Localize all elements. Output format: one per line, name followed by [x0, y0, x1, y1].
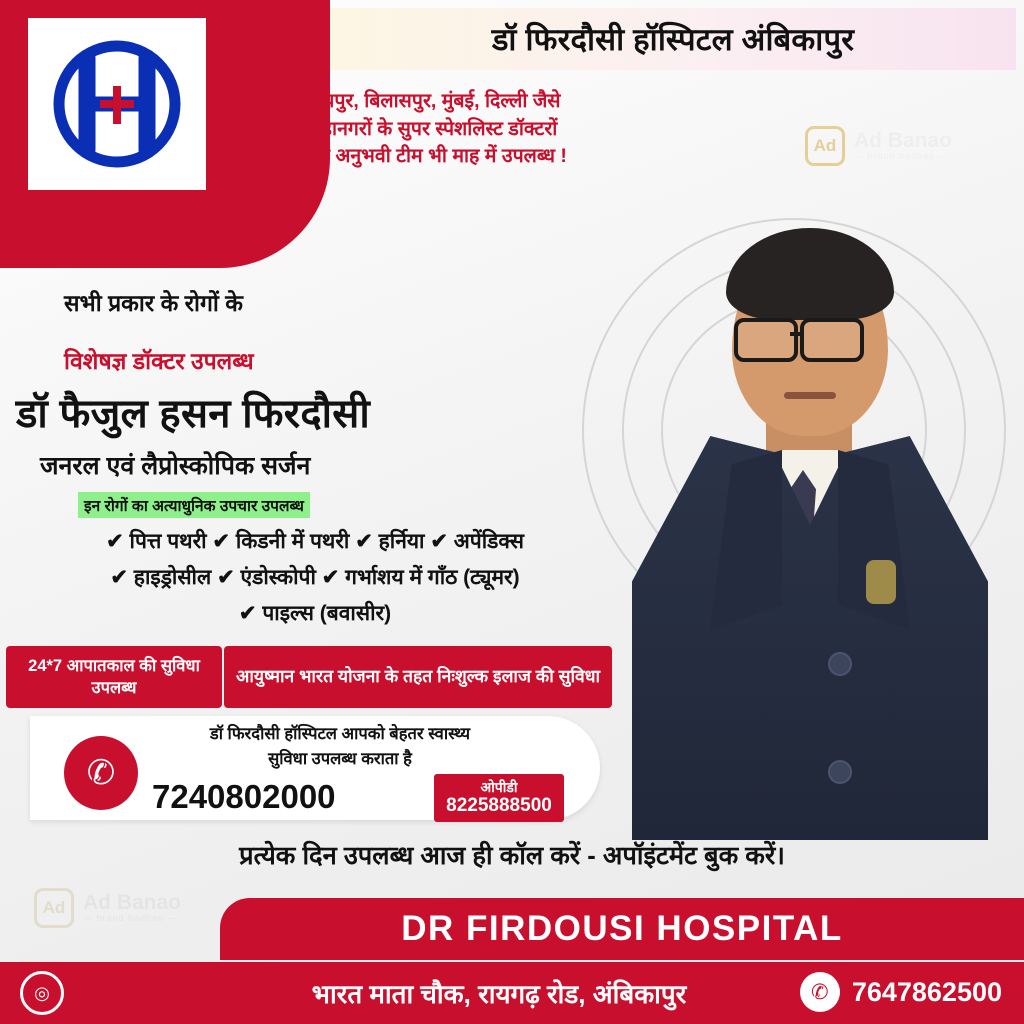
logo-icon: [42, 34, 192, 174]
subheadline-line-3: की अनुभवी टीम भी माह में उपलब्ध !: [310, 145, 567, 168]
treatment-highlight: इन रोगों का अत्याधुनिक उपचार उपलब्ध: [78, 492, 310, 518]
opd-phone-number[interactable]: 8225888500: [446, 795, 552, 817]
services-list: [20, 524, 610, 632]
adbanao-mark-icon: Ad: [805, 126, 845, 166]
ayushman-strip: आयुष्मान भारत योजना के तहत निःशुल्क इलाज की सुविधा: [224, 646, 612, 708]
watermark-top-title: Ad Banao: [853, 129, 952, 153]
portrait-button-lower: [828, 760, 852, 784]
portrait-glasses-right: [800, 318, 864, 362]
hospital-logo: [28, 18, 206, 190]
watermark-bottom: [34, 888, 181, 928]
footer-phone-number[interactable]: 7647862500: [851, 976, 1002, 1007]
services-row-1: ✔ पित्त पथरी ✔ किडनी में पथरी ✔ हर्निया ✔ अपेंडिक्स: [106, 530, 524, 553]
adbanao-mark-icon-bottom: Ad: [34, 888, 74, 928]
address-phone-group[interactable]: [800, 972, 1002, 1012]
tagline-line-1: सभी प्रकार के रोगों के: [64, 290, 243, 316]
doctor-photo: [554, 150, 1024, 840]
portrait-brooch: [866, 560, 896, 604]
subheadline-line-2: महानगरों के सुपर स्पेशलिस्ट डॉक्टरों: [310, 117, 558, 140]
location-pin-icon: ◎: [20, 971, 64, 1015]
address-bar: [0, 962, 1024, 1024]
address-text: भारत माता चौक, रायगढ़ रोड, अंबिकापुर: [311, 979, 687, 1009]
portrait-glasses-bridge: [790, 332, 802, 336]
bottom-tagline: प्रत्येक दिन उपलब्ध आज ही कॉल करें - अपॉइंटमेंट बुक करें।: [239, 842, 785, 870]
hospital-title: डॉ फिरदौसी हॉस्पिटल अंबिकापुर: [491, 22, 855, 57]
primary-phone-number[interactable]: 7240802000: [152, 778, 336, 815]
subheadline-line-1: रायपुर, बिलासपुर, मुंबई, दिल्ली जैसे: [310, 90, 561, 112]
hospital-name-en: DR FIRDOUSI HOSPITAL: [401, 909, 843, 948]
doctor-speciality: जनरल एवं लैप्रोस्कोपिक सर्जन: [40, 452, 311, 480]
hospital-name-bar: [220, 898, 1024, 960]
phone-icon[interactable]: ✆: [64, 736, 138, 810]
hospital-title-band: [330, 8, 1016, 70]
emergency-strip: 24*7 आपातकाल की सुविधा उपलब्ध: [6, 646, 222, 708]
call-tagline: [160, 722, 520, 772]
portrait-mouth: [784, 392, 836, 399]
portrait-hair: [726, 228, 894, 320]
doctor-portrait-illustration: [614, 200, 1004, 840]
doctor-name: डॉ फैजुल हसन फिरदौसी: [16, 392, 370, 436]
watermark-top-sub: — brand badhao —: [853, 151, 949, 162]
services-row-3: ✔ पाइल्स (बवासीर): [238, 602, 392, 626]
opd-box[interactable]: [434, 774, 564, 822]
phone-icon-footer: ✆: [800, 972, 840, 1012]
portrait-glasses-left: [734, 318, 798, 362]
watermark-bottom-sub: — brand badhao —: [83, 913, 178, 924]
call-tagline-line-1: डॉ फिरदौसी हॉस्पिटल आपको बेहतर स्वास्थ्य: [209, 725, 471, 743]
call-tagline-line-2: सुविधा उपलब्ध कराता है: [268, 749, 412, 768]
services-row-2: ✔ हाइड्रोसील ✔ एंडोस्कोपी ✔ गर्भाशय में गाँठ (ट्यूमर): [110, 566, 520, 590]
opd-label: ओपीडी: [480, 779, 518, 796]
watermark-bottom-title: Ad Banao: [83, 891, 182, 915]
portrait-button-upper: [828, 652, 852, 676]
tagline-line-2: विशेषज्ञ डॉक्टर उपलब्ध: [64, 348, 254, 374]
